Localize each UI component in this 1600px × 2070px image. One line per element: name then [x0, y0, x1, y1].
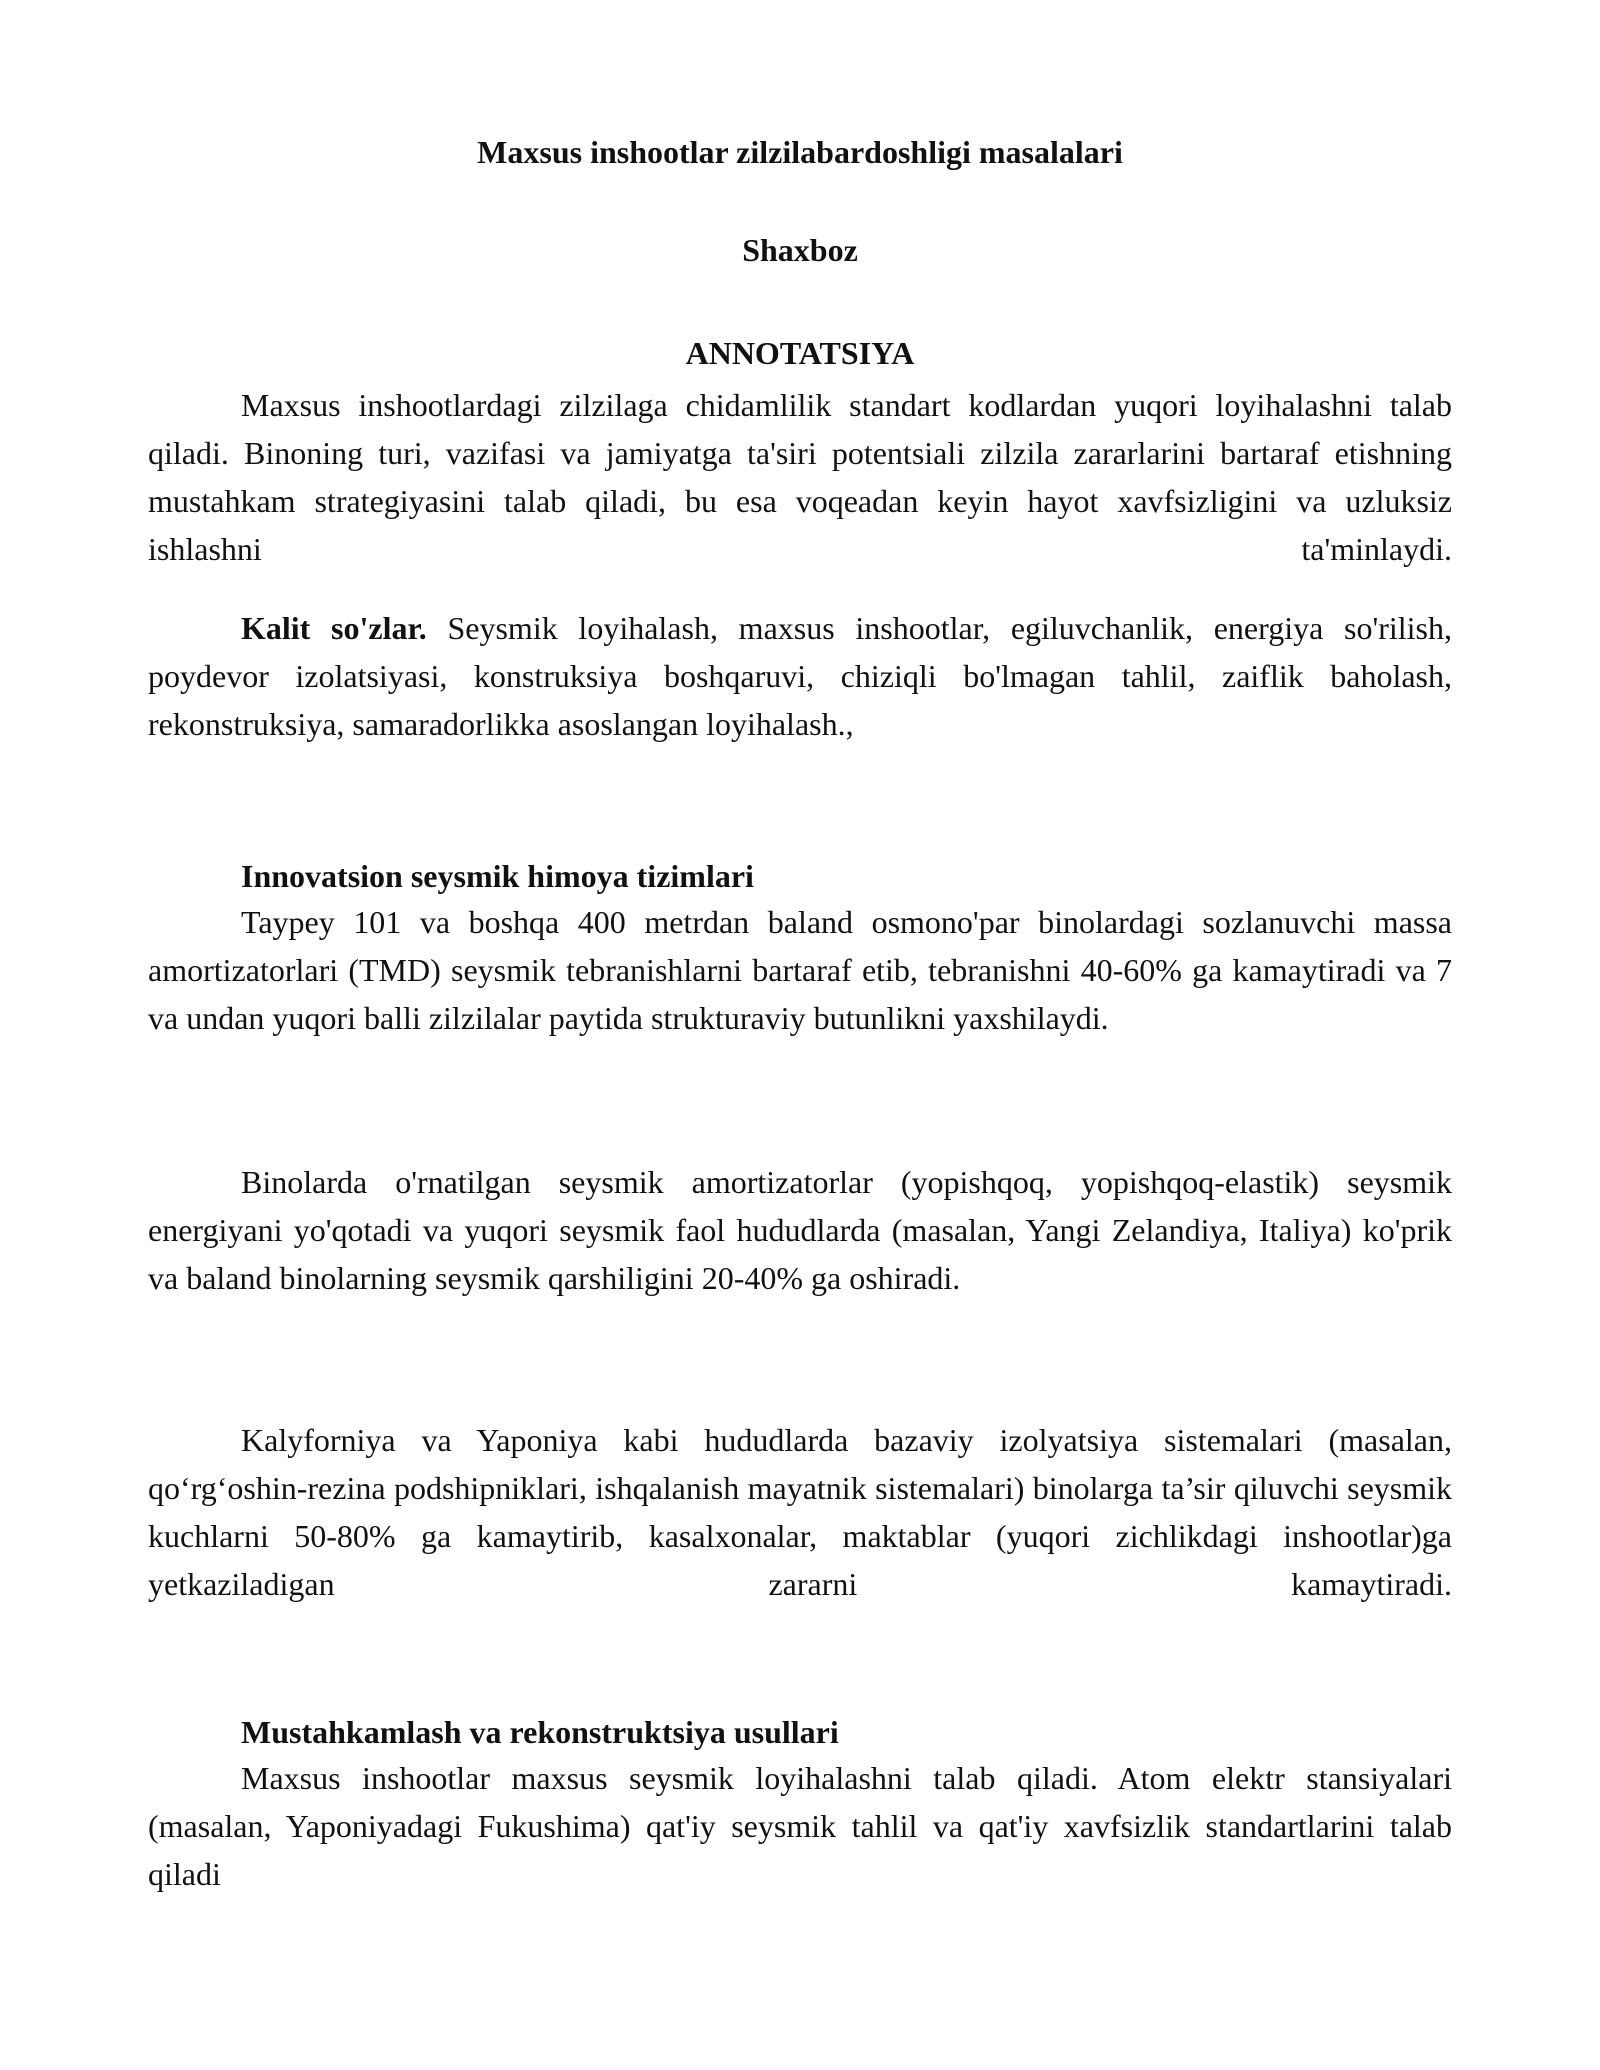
document-page: [148, 0, 1452, 2070]
paragraph-special-structures: Maxsus inshootlar maxsus seysmik loyihalashni talab qiladi. Atom elektr stansiyalari (masalan, Yaponiyadagi Fukushima) qat'iy seysmik tahlil va qat'iy xavfsizlik standartlarini talab qiladi: [148, 1760, 1452, 1892]
annotation-heading: ANNOTATSIYA: [685, 335, 915, 371]
paragraph-base-isolation: Kalyforniya va Yaponiya kabi hududlarda bazaviy izolyatsiya sistemalari (masalan, qo‘rg‘oshin-rezina podshipniklari, ishqalanish mayatnik sistemalari) binolarga ta’sir qiluvchi seysmik kuchlarni 50-80% ga kamaytirib, kasalxonalar, maktablar (yuqori zichlikdagi inshootlar)ga yetkaziladigan zararni kamaytiradi.: [148, 1422, 1452, 1602]
section-heading-retrofit-methods: Mustahkamlash va rekonstruktsiya usullari: [241, 1714, 839, 1750]
paragraph-seismic-dampers: Binolarda o'rnatilgan seysmik amortizatorlar (yopishqoq, yopishqoq-elastik) seysmik energiyani yo'qotadi va yuqori seysmik faol hududlarda (masalan, Yangi Zelandiya, Italiya) ko'prik va baland binolarning seysmik qarshiligini 20-40% ga oshiradi.: [148, 1164, 1452, 1296]
keywords-label: Kalit so'zlar.: [241, 610, 427, 646]
document-title: Maxsus inshootlar zilzilabardoshligi masalalari: [477, 134, 1123, 170]
paragraph-tmd: Taypey 101 va boshqa 400 metrdan baland osmono'par binolardagi sozlanuvchi massa amortizatorlari (TMD) seysmik tebranishlarni bartaraf etib, tebranishni 40-60% ga kamaytiradi va 7 va undan yuqori balli zilzilalar paytida strukturaviy butunlikni yaxshilaydi.: [148, 904, 1452, 1036]
section-heading-innovative-systems: Innovatsion seysmik himoya tizimlari: [241, 858, 754, 894]
author-name: Shaxboz: [742, 232, 858, 268]
keywords-text: Seysmik loyihalash, maxsus inshootlar, egiluvchanlik, energiya so'rilish, poydevor izolatsiyasi, konstruksiya boshqaruvi, chiziqli bo'lmagan tahlil, zaiflik baholash, rekonstruksiya, samaradorlikka asoslangan loyihalash.,: [148, 610, 1452, 742]
keywords-paragraph: [148, 604, 1452, 748]
annotation-paragraph: Maxsus inshootlardagi zilzilaga chidamlilik standart kodlardan yuqori loyihalashni talab qiladi. Binoning turi, vazifasi va jamiyatga ta'siri potentsiali zilzila zararlarini bartaraf etishning mustahkam strategiyasini talab qiladi, bu esa voqeadan keyin hayot xavfsizligini va uzluksiz ishlashni ta'minlaydi.: [148, 387, 1452, 567]
